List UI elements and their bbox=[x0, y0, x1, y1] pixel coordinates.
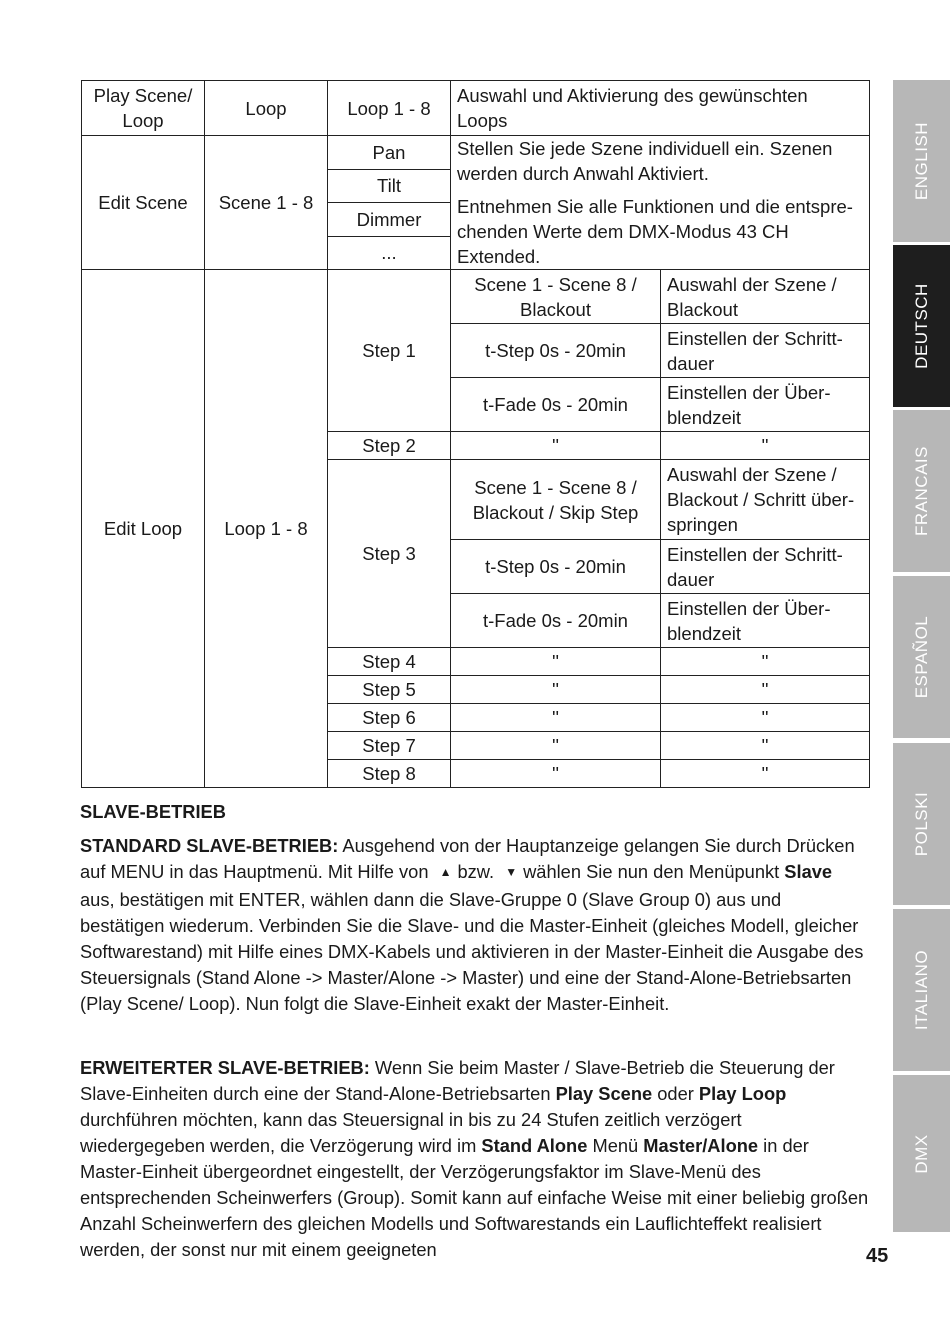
arrow-up-icon: ▲ bbox=[439, 865, 452, 879]
tab-dmx[interactable] bbox=[893, 1075, 950, 1232]
scene-desc-1: Stellen Sie jede Szene individuell ein. Szenen werden durch Anwahl Aktiviert. bbox=[457, 138, 833, 184]
play-scene-term: Play Scene bbox=[555, 1083, 653, 1104]
tab-label: FRANCAIS bbox=[911, 446, 931, 536]
table-cell: '' bbox=[451, 676, 661, 704]
play-loop-term: Play Loop bbox=[698, 1083, 787, 1104]
table-cell: t-Step 0s - 20min bbox=[451, 324, 661, 378]
table-cell: '' bbox=[451, 432, 661, 460]
table-cell: Scene 1 - Scene 8 / Blackout bbox=[451, 270, 661, 324]
slave-term: Slave bbox=[784, 861, 833, 882]
body-text: oder bbox=[652, 1083, 699, 1104]
tab-label: DMX bbox=[911, 1133, 931, 1174]
table-cell: Step 3 bbox=[328, 460, 451, 648]
table-cell: Step 2 bbox=[328, 432, 451, 460]
table-cell: '' bbox=[661, 432, 870, 460]
tab-espanol[interactable] bbox=[893, 576, 950, 738]
body-text: wählen Sie nun den Menüpunkt bbox=[523, 861, 785, 882]
table-row bbox=[82, 136, 870, 170]
table-cell: Einstellen der Schrittdauer bbox=[661, 540, 870, 594]
table-cell: Auswahl und Aktivierung des gewünschten Loops bbox=[451, 81, 870, 136]
table-cell: Play Scene/ Loop bbox=[82, 81, 205, 136]
tab-polski[interactable] bbox=[893, 743, 950, 905]
table-row bbox=[82, 270, 870, 324]
table-cell: t-Fade 0s - 20min bbox=[451, 594, 661, 648]
table-cell: Auswahl der Szene / Blackout bbox=[661, 270, 870, 324]
body-text: Menü bbox=[587, 1135, 644, 1156]
body-text: aus, bestätigen mit ENTER, wählen dann die Slave-Gruppe 0 (Slave Group 0) aus und bestätigen wiederum. Verbinden Sie die Slave- und die Master-Einheit (gleiches Modell, gleicher Softwarestand) mit Hilfe eines DMX-Kabels und aktivieren in der Master-Einheit die Ausgabe des Steuersignals (Stand Alone -> Master/Alone -> Master) und eine der Stand-Alone-Betriebsarten (Play Scene/ Loop). Nun folgt die Slave-Einheit exakt der Master-Einheit. bbox=[80, 889, 864, 1014]
table-row bbox=[82, 81, 870, 136]
body-text: Wenn Sie beim Master / Slave-Betrieb die Steuerung der Slave-Einheiten durch eine der Stand-Alone-Betriebsarten bbox=[80, 1057, 835, 1104]
body-text: bzw. bbox=[457, 861, 495, 882]
tab-italiano[interactable] bbox=[893, 909, 950, 1071]
table-cell: Scene 1 - 8 bbox=[205, 136, 328, 270]
table-cell: Loop bbox=[205, 81, 328, 136]
master-alone-term: Master/Alone bbox=[643, 1135, 759, 1156]
body-text: in der Master-Einheit übergeordnet eingestellt, der Verzögerungsfaktor im Slave-Menü des entsprechenden Scheinwerfers (Group). Somit kann auf einfache Weise mit einer beliebig großen Anzahl Scheinwerfern des gleichen Modells und Softwarestands ein Lauflichteffekt realisiert werden, der sonst nur mit einem geeigneten bbox=[80, 1135, 869, 1260]
tab-label: ESPAÑOL bbox=[911, 615, 931, 699]
body-text: durchführen möchten, kann das Steuersignal in bis zu 24 Stufen zeitlich verzögert wiedergegeben werden, die Verzögerung wird im bbox=[80, 1109, 742, 1156]
extended-slave-paragraph bbox=[80, 1055, 870, 1263]
table-cell: Step 6 bbox=[328, 704, 451, 732]
table-cell: Edit Loop bbox=[82, 270, 205, 788]
scene-desc-2: Entnehmen Sie alle Funktionen und die entsprechenden Werte dem DMX-Modus 43 CH Extended. bbox=[457, 196, 853, 267]
table-cell: '' bbox=[661, 732, 870, 760]
table-cell: Step 8 bbox=[328, 760, 451, 788]
standard-slave-paragraph bbox=[80, 833, 870, 1017]
body-text: Ausgehend von der Hauptanzeige gelangen Sie durch Drücken auf MENU in das Hauptmenü. Mit Hilfe von bbox=[80, 835, 855, 882]
table-cell: Einstellen der Überblendzeit bbox=[661, 594, 870, 648]
tab-deutsch[interactable] bbox=[893, 245, 950, 407]
table-cell: '' bbox=[661, 676, 870, 704]
section-heading: SLAVE-BETRIEB bbox=[80, 801, 226, 822]
table-cell: t-Fade 0s - 20min bbox=[451, 378, 661, 432]
stand-alone-term: Stand Alone bbox=[481, 1135, 588, 1156]
table-cell: '' bbox=[661, 648, 870, 676]
table-cell: Step 1 bbox=[328, 270, 451, 432]
table-cell: '' bbox=[451, 704, 661, 732]
tab-label: ITALIANO bbox=[911, 949, 931, 1031]
arrow-down-icon: ▼ bbox=[505, 865, 518, 879]
table-cell: Tilt bbox=[328, 169, 451, 203]
tab-english[interactable] bbox=[893, 80, 950, 242]
table-cell: Einstellen der Überblendzeit bbox=[661, 378, 870, 432]
table-cell: t-Step 0s - 20min bbox=[451, 540, 661, 594]
table-cell: Loop 1 - 8 bbox=[205, 270, 328, 788]
tab-label: POLSKI bbox=[911, 791, 931, 857]
tab-label: DEUTSCH bbox=[911, 283, 931, 369]
table-cell bbox=[451, 136, 870, 270]
table-cell: Auswahl der Szene / Blackout / Schritt überspringen bbox=[661, 460, 870, 540]
table-cell: Einstellen der Schrittdauer bbox=[661, 324, 870, 378]
table-cell: '' bbox=[661, 704, 870, 732]
table-cell: Step 4 bbox=[328, 648, 451, 676]
standard-slave-label: STANDARD SLAVE-BETRIEB: bbox=[80, 835, 339, 856]
table-cell: '' bbox=[661, 760, 870, 788]
table-cell: Scene 1 - Scene 8 / Blackout / Skip Step bbox=[451, 460, 661, 540]
table-cell: '' bbox=[451, 760, 661, 788]
table-cell: Pan bbox=[328, 136, 451, 170]
tab-francais[interactable] bbox=[893, 410, 950, 572]
table-cell: Step 5 bbox=[328, 676, 451, 704]
table-cell: Loop 1 - 8 bbox=[328, 81, 451, 136]
function-table bbox=[81, 80, 870, 788]
table-cell: Dimmer bbox=[328, 203, 451, 237]
page-number: 45 bbox=[866, 1245, 889, 1267]
table-cell: Step 7 bbox=[328, 732, 451, 760]
tab-label: ENGLISH bbox=[911, 121, 931, 201]
table-cell: Edit Scene bbox=[82, 136, 205, 270]
extended-slave-label: ERWEITERTER SLAVE-BETRIEB: bbox=[80, 1057, 370, 1078]
table-cell: '' bbox=[451, 732, 661, 760]
table-cell: ... bbox=[328, 236, 451, 270]
table-cell: '' bbox=[451, 648, 661, 676]
